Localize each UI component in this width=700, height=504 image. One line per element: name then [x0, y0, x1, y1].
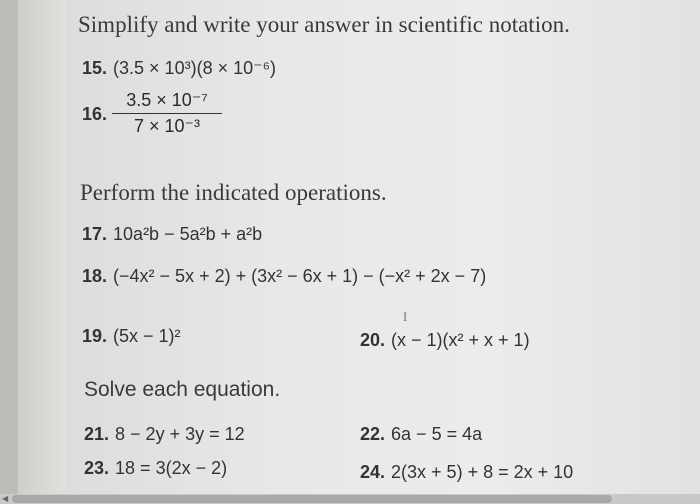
- section-heading-equations: Solve each equation.: [84, 378, 281, 401]
- problem-number: 16.: [82, 104, 108, 124]
- scroll-left-icon[interactable]: ◀: [2, 494, 9, 503]
- problem-expression: 6a − 5 = 4a: [391, 424, 483, 444]
- problem-number: 22.: [360, 424, 386, 444]
- problem-expression: 18 = 3(2x − 2): [115, 458, 228, 478]
- problem-number: 23.: [84, 458, 110, 478]
- text-cursor-icon: I: [403, 309, 408, 324]
- problem-number: 17.: [82, 224, 108, 244]
- section-heading-scientific-notation: Simplify and write your answer in scientific notation.: [78, 12, 570, 37]
- problem-expression: (5x − 1)²: [113, 326, 181, 346]
- problem-expression: 10a²b − 5a²b + a²b: [113, 224, 263, 244]
- problem-expression: (3.5 × 10³)(8 × 10⁻⁶): [113, 58, 277, 78]
- problem-number: 24.: [360, 462, 386, 482]
- problem-expression: 8 − 2y + 3y = 12: [115, 424, 245, 444]
- horizontal-scrollbar[interactable]: [0, 494, 700, 504]
- page-edge: [0, 0, 18, 504]
- fraction-denominator: 7 × 10⁻³: [133, 116, 201, 136]
- problem-19: [82, 326, 181, 347]
- problem-expression: (x − 1)(x² + x + 1): [391, 330, 530, 350]
- problem-23: [84, 458, 227, 479]
- problem-number: 21.: [84, 424, 110, 444]
- problem-expression: (−4x² − 5x + 2) + (3x² − 6x + 1) − (−x² + 2x − 7): [113, 266, 487, 286]
- problem-number: 18.: [82, 266, 108, 286]
- problem-16-fraction: [112, 90, 222, 137]
- problem-18: [82, 266, 486, 287]
- problem-15: [82, 58, 276, 79]
- problem-22: [360, 424, 482, 445]
- problem-number: 15.: [82, 58, 108, 78]
- problem-24: [360, 462, 573, 483]
- fraction-numerator: 3.5 × 10⁻⁷: [126, 90, 208, 110]
- problem-16-number: [82, 104, 113, 125]
- scrollbar-thumb[interactable]: [12, 495, 612, 503]
- problem-number: 20.: [360, 330, 386, 350]
- section-heading-operations: Perform the indicated operations.: [80, 180, 387, 205]
- page-margin: [18, 0, 66, 504]
- problem-20: [360, 330, 530, 351]
- problem-expression: 2(3x + 5) + 8 = 2x + 10: [391, 462, 574, 482]
- fraction-bar: [112, 113, 222, 114]
- problem-17: [82, 224, 262, 245]
- problem-21: [84, 424, 245, 445]
- problem-number: 19.: [82, 326, 108, 346]
